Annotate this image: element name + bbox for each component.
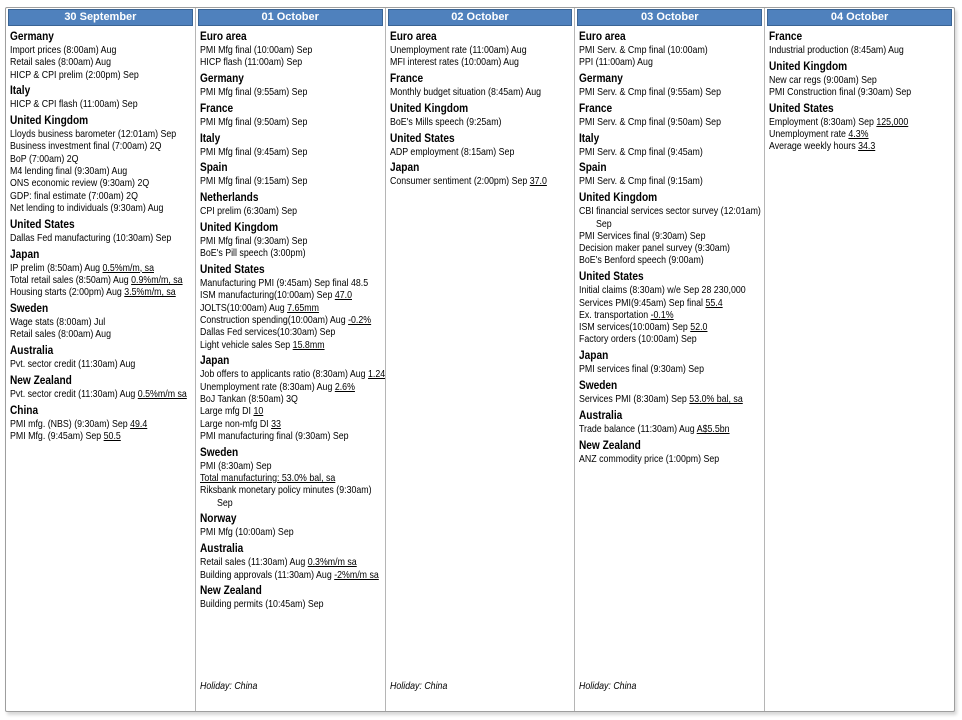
event-line — [10, 232, 194, 244]
event-line — [200, 569, 384, 581]
event-value: 34.3 — [858, 140, 876, 153]
event-value: 52.0 — [690, 321, 708, 334]
event-text: PMI services final (9:30am) Sep — [579, 363, 705, 376]
country-heading-label: Euro area — [389, 31, 437, 43]
event-line — [200, 598, 384, 610]
event-text: Employment (8:30am) Sep 125,000 — [769, 115, 909, 128]
holiday-note — [579, 680, 763, 701]
day-events — [386, 26, 575, 711]
event-text: Unemployment rate 4.3% — [769, 128, 869, 141]
event-text: IP prelim (8:50am) Aug 0.5%m/m, sa — [10, 261, 154, 274]
country-heading-germany — [200, 72, 384, 86]
event-line — [579, 453, 763, 465]
event-line — [579, 175, 763, 187]
event-line — [10, 69, 194, 81]
holiday-note-text: Holiday: China — [579, 680, 637, 692]
country-heading-label: United States — [389, 132, 455, 145]
country-heading-sweden — [200, 446, 384, 460]
event-text: CBI financial services sector survey (12:01am) — [579, 205, 762, 218]
event-text: ANZ commodity price (1:00pm) Sep — [579, 452, 720, 465]
event-value: Total manufacturing: 53.0% bal, sa — [199, 472, 336, 485]
country-heading-japan — [10, 248, 194, 262]
country-heading-label: France — [769, 31, 803, 43]
country-heading-label: United Kingdom — [769, 60, 848, 73]
event-text: Building approvals (11:30am) Aug -2%m/m sa — [199, 568, 379, 581]
event-value: -2%m/m sa — [333, 568, 379, 581]
country-heading-label: Japan — [579, 350, 609, 363]
event-line — [769, 74, 953, 86]
event-line — [200, 235, 384, 247]
event-line — [579, 86, 763, 98]
country-heading-label: United Kingdom — [389, 102, 468, 115]
country-heading-label: United States — [769, 102, 834, 115]
event-line — [390, 116, 574, 128]
event-text: PMI manufacturing final (9:30am) Sep — [199, 429, 349, 442]
day-header: 30 September — [8, 9, 193, 26]
holiday-note — [390, 680, 574, 701]
event-text: PMI Services final (9:30am) Sep — [579, 229, 706, 242]
event-text: BoE's Pill speech (3:00pm) — [199, 247, 306, 260]
event-line — [200, 86, 384, 98]
event-text: PMI Serv. & Cmp final (10:00am) — [579, 44, 709, 56]
day-column-02-october — [386, 8, 576, 711]
event-value: 49.4 — [130, 417, 148, 430]
event-line — [10, 140, 194, 152]
event-text: BoJ Tankan (8:50am) 3Q — [199, 393, 298, 406]
country-heading-japan — [579, 349, 763, 363]
event-text: PMI Serv. & Cmp final (9:50am) Sep — [579, 115, 722, 128]
event-value: 3.5%m/m, sa — [124, 286, 176, 299]
event-line — [579, 146, 763, 158]
event-text: Building permits (10:45am) Sep — [199, 598, 324, 611]
event-text: Retail sales (8:00am) Aug — [10, 56, 111, 69]
country-heading-label: Italy — [10, 85, 31, 98]
country-heading-label: Spain — [579, 162, 607, 175]
event-line — [579, 423, 763, 435]
country-heading-france — [390, 72, 574, 86]
event-value: 53.0% bal, sa — [689, 393, 744, 406]
country-heading-united-states — [579, 270, 763, 284]
country-heading-label: Germany — [199, 73, 244, 86]
event-text: Unemployment rate (8:30am) Aug 2.6% — [199, 380, 355, 393]
event-text: Services PMI(9:45am) Sep final 55.4 — [579, 296, 724, 309]
event-text: Large non-mfg DI 33 — [199, 417, 281, 430]
event-text: PMI Construction final (9:30am) Sep — [769, 86, 912, 99]
event-line — [200, 472, 384, 484]
event-value: 37.0 — [529, 175, 547, 188]
country-heading-united-kingdom — [390, 102, 574, 116]
event-text: Business investment final (7:00am) 2Q — [10, 140, 162, 153]
event-text: Retail sales (11:30am) Aug 0.3%m/m sa — [199, 556, 357, 569]
event-line — [200, 368, 384, 380]
event-text: GDP: final estimate (7:00am) 2Q — [10, 189, 138, 202]
event-line — [390, 56, 574, 68]
event-value: 125,000 — [876, 115, 909, 128]
country-heading-australia — [200, 542, 384, 556]
event-line — [200, 302, 384, 314]
event-text: HICP flash (11:00am) Sep — [199, 56, 302, 69]
event-line — [200, 289, 384, 301]
event-text: Decision maker panel survey (9:30am) — [579, 242, 731, 255]
holiday-note-text: Holiday: China — [389, 680, 447, 692]
event-value: 2.6% — [334, 380, 355, 393]
event-line — [200, 405, 384, 417]
event-text: Light vehicle sales Sep 15.8mm — [199, 338, 325, 351]
event-text: PMI (8:30am) Sep — [199, 459, 272, 472]
country-heading-label: Italy — [199, 132, 221, 145]
event-text: Construction spending(10:00am) Aug -0.2% — [199, 314, 371, 327]
event-line — [579, 205, 763, 217]
event-line — [10, 418, 194, 430]
event-line — [200, 44, 384, 56]
event-line — [769, 128, 953, 140]
event-line — [200, 497, 384, 509]
country-heading-label: France — [579, 102, 613, 115]
day-column-03-october — [575, 8, 765, 711]
country-heading-italy — [200, 132, 384, 146]
event-text: PMI Mfg (10:00am) Sep — [199, 526, 294, 539]
country-heading-new-zealand — [10, 374, 194, 388]
event-text: ISM manufacturing(10:00am) Sep 47.0 — [199, 289, 352, 302]
event-text: PMI Mfg. (9:45am) Sep 50.5 — [10, 429, 121, 442]
day-column-30-september — [6, 8, 196, 711]
country-heading-united-kingdom — [200, 221, 384, 235]
day-column-04-october — [765, 8, 954, 711]
event-value: 50.5 — [103, 429, 121, 442]
event-text: Ex. transportation -0.1% — [579, 308, 675, 321]
event-text: Dallas Fed services(10:30am) Sep — [199, 326, 336, 339]
event-line — [769, 140, 953, 152]
event-text: Unemployment rate (11:00am) Aug — [389, 44, 527, 56]
country-heading-united-states — [200, 263, 384, 277]
event-text: CPI prelim (6:30am) Sep — [199, 205, 297, 218]
event-line — [579, 393, 763, 405]
event-line — [10, 286, 194, 298]
event-line — [200, 381, 384, 393]
day-header: 01 October — [198, 9, 383, 26]
day-events — [575, 26, 764, 711]
day-header: 04 October — [767, 9, 952, 26]
event-value: 47.0 — [334, 289, 352, 302]
event-text: PMI Mfg final (10:00am) Sep — [199, 44, 313, 56]
country-heading-label: United Kingdom — [199, 222, 278, 235]
event-line — [10, 274, 194, 286]
country-heading-label: Japan — [199, 355, 230, 368]
country-heading-australia — [10, 344, 194, 358]
event-line — [200, 418, 384, 430]
country-heading-new-zealand — [579, 439, 763, 453]
event-text: JOLTS(10:00am) Aug 7.65mm — [199, 301, 319, 314]
country-heading-label: Euro area — [199, 31, 247, 43]
event-text: Sep — [596, 217, 613, 230]
event-line — [10, 316, 194, 328]
country-heading-label: Germany — [10, 31, 54, 43]
country-heading-label: Spain — [199, 162, 228, 175]
country-heading-japan — [390, 161, 574, 175]
event-text: Monthly budget situation (8:45am) Aug — [389, 86, 541, 99]
event-line — [10, 328, 194, 340]
country-heading-label: Germany — [579, 73, 624, 86]
country-heading-norway — [200, 512, 384, 526]
event-value: 0.5%m/m, sa — [102, 261, 154, 274]
event-line — [579, 363, 763, 375]
day-header: 03 October — [577, 9, 762, 26]
holiday-note — [200, 680, 384, 701]
event-line — [769, 44, 953, 56]
country-heading-netherlands — [200, 191, 384, 205]
event-line — [200, 277, 384, 289]
event-line — [579, 218, 763, 230]
country-heading-label: France — [389, 73, 423, 86]
country-heading-label: New Zealand — [199, 585, 262, 598]
event-text: Consumer sentiment (2:00pm) Sep 37.0 — [389, 175, 547, 188]
country-heading-united-states — [769, 102, 953, 116]
event-text: Manufacturing PMI (9:45am) Sep final 48.5 — [199, 277, 368, 290]
country-heading-australia — [579, 409, 763, 423]
event-line — [10, 430, 194, 442]
event-text: Large mfg DI 10 — [199, 405, 264, 418]
country-heading-sweden — [579, 379, 763, 393]
event-line — [579, 297, 763, 309]
country-heading-france — [769, 30, 953, 44]
event-text: Sep — [216, 496, 233, 509]
event-line — [10, 128, 194, 140]
day-events — [765, 26, 954, 711]
event-line — [579, 242, 763, 254]
country-heading-spain — [579, 161, 763, 175]
event-text: Average weekly hours 34.3 — [769, 140, 876, 153]
event-line — [10, 165, 194, 177]
event-line — [10, 177, 194, 189]
country-heading-label: Norway — [199, 513, 237, 526]
event-text: New car regs (9:00am) Sep — [769, 73, 878, 86]
day-header: 02 October — [388, 9, 573, 26]
event-text: PMI Serv. & Cmp final (9:45am) — [579, 145, 704, 158]
country-heading-label: Japan — [10, 248, 40, 261]
event-line — [579, 254, 763, 266]
event-line — [200, 326, 384, 338]
event-line — [200, 393, 384, 405]
event-text: Wage stats (8:00am) Jul — [10, 315, 106, 328]
country-heading-united-kingdom — [579, 191, 763, 205]
event-line — [200, 314, 384, 326]
day-column-01-october — [196, 8, 386, 711]
event-line — [10, 388, 194, 400]
country-heading-united-states — [390, 132, 574, 146]
event-text: Dallas Fed manufacturing (10:30am) Sep — [10, 231, 172, 244]
event-text: Retail sales (8:00am) Aug — [10, 328, 111, 341]
event-line — [200, 116, 384, 128]
event-value: 0.3%m/m sa — [307, 556, 357, 569]
event-value: 55.4 — [705, 296, 724, 309]
country-heading-label: United Kingdom — [579, 192, 658, 205]
event-text: Total retail sales (8:50am) Aug 0.9%m/m, sa — [10, 273, 183, 286]
event-line — [579, 44, 763, 56]
event-value: A$5.5bn — [697, 422, 730, 435]
country-heading-label: France — [199, 102, 233, 115]
event-text: Lloyds business barometer (12:01am) Sep — [10, 128, 177, 141]
event-line — [200, 556, 384, 568]
event-text: Import prices (8:00am) Aug — [10, 44, 117, 56]
event-line — [10, 190, 194, 202]
event-line — [579, 56, 763, 68]
event-text: PMI Mfg final (9:50am) Sep — [199, 115, 308, 128]
country-heading-label: New Zealand — [10, 374, 72, 387]
event-text: HICP & CPI flash (11:00am) Sep — [10, 98, 138, 111]
country-heading-label: Sweden — [10, 302, 49, 315]
event-text: ADP employment (8:15am) Sep — [389, 145, 514, 158]
event-text: M4 lending final (9:30am) Aug — [10, 165, 128, 178]
event-line — [200, 56, 384, 68]
country-heading-united-kingdom — [10, 114, 194, 128]
country-heading-italy — [10, 84, 194, 98]
holiday-note-text: Holiday: China — [199, 680, 258, 692]
event-line — [10, 358, 194, 370]
event-text: BoE's Mills speech (9:25am) — [389, 115, 502, 128]
country-heading-new-zealand — [200, 584, 384, 598]
event-value: -0.1% — [650, 308, 675, 321]
event-value: 0.9%m/m, sa — [131, 273, 183, 286]
country-heading-label: Italy — [579, 132, 600, 145]
event-line — [390, 44, 574, 56]
event-value: 7.65mm — [286, 301, 319, 314]
country-heading-united-states — [10, 218, 194, 232]
country-heading-label: United States — [199, 264, 265, 277]
event-text: Riksbank monetary policy minutes (9:30am) — [199, 484, 372, 497]
country-heading-label: United Kingdom — [10, 115, 89, 128]
event-line — [200, 484, 384, 496]
country-heading-label: Sweden — [199, 446, 239, 459]
event-value: 15.8mm — [292, 338, 325, 351]
country-heading-japan — [200, 354, 384, 368]
event-text: BoP (7:00am) 2Q — [10, 152, 79, 165]
country-heading-italy — [579, 132, 763, 146]
event-text — [200, 472, 335, 484]
event-line — [579, 230, 763, 242]
country-heading-euro-area — [579, 30, 763, 44]
event-line — [579, 116, 763, 128]
event-line — [10, 56, 194, 68]
event-line — [200, 430, 384, 442]
country-heading-euro-area — [200, 30, 384, 44]
event-line — [10, 153, 194, 165]
event-text: MFI interest rates (10:00am) Aug — [389, 56, 519, 69]
event-text: Industrial production (8:45am) Aug — [769, 44, 905, 56]
country-heading-spain — [200, 161, 384, 175]
country-heading-label: China — [10, 404, 39, 417]
event-value: 4.3% — [848, 128, 869, 141]
event-text: PMI Mfg final (9:30am) Sep — [199, 235, 308, 248]
event-text: PMI Mfg final (9:15am) Sep — [199, 175, 308, 188]
event-line — [200, 146, 384, 158]
country-heading-label: Australia — [579, 409, 623, 422]
event-line — [390, 146, 574, 158]
country-heading-germany — [10, 30, 194, 44]
day-events — [6, 26, 195, 711]
country-heading-france — [579, 102, 763, 116]
economic-calendar-table — [5, 7, 955, 712]
event-line — [769, 86, 953, 98]
event-line — [579, 309, 763, 321]
event-text: PPI (11:00am) Aug — [579, 56, 654, 69]
event-line — [390, 175, 574, 187]
event-text: ISM services(10:00am) Sep 52.0 — [579, 321, 708, 334]
country-heading-label: Euro area — [579, 31, 627, 43]
event-line — [200, 205, 384, 217]
event-text: PMI Mfg final (9:55am) Sep — [199, 86, 308, 99]
event-line — [10, 98, 194, 110]
country-heading-label: Australia — [10, 345, 54, 358]
event-text: Trade balance (11:30am) Aug A$5.5bn — [579, 422, 730, 435]
event-line — [579, 333, 763, 345]
event-text: PMI Mfg final (9:45am) Sep — [199, 145, 308, 158]
country-heading-label: Netherlands — [199, 192, 259, 205]
event-text: PMI mfg. (NBS) (9:30am) Sep 49.4 — [10, 417, 148, 430]
event-line — [579, 321, 763, 333]
event-text: Factory orders (10:00am) Sep — [579, 333, 698, 346]
event-line — [200, 175, 384, 187]
country-heading-label: United States — [579, 271, 645, 284]
event-text: PMI Serv. & Cmp final (9:15am) — [579, 175, 704, 188]
event-text: ONS economic review (9:30am) 2Q — [10, 177, 150, 190]
event-text: Pvt. sector credit (11:30am) Aug — [10, 358, 136, 371]
event-value: 0.5%m/m sa — [137, 387, 187, 400]
country-heading-germany — [579, 72, 763, 86]
event-line — [579, 284, 763, 296]
event-text: Net lending to individuals (9:30am) Aug — [10, 201, 164, 214]
country-heading-sweden — [10, 302, 194, 316]
event-value: 33 — [270, 417, 281, 430]
country-heading-china — [10, 404, 194, 418]
event-text: PMI Serv. & Cmp final (9:55am) Sep — [579, 86, 722, 99]
country-heading-label: Sweden — [579, 380, 618, 393]
country-heading-label: Japan — [389, 162, 419, 175]
event-text: Pvt. sector credit (11:30am) Aug 0.5%m/m sa — [10, 387, 187, 400]
country-heading-label: Australia — [199, 543, 244, 556]
event-line — [10, 202, 194, 214]
country-heading-united-kingdom — [769, 60, 953, 74]
event-line — [10, 44, 194, 56]
event-text: Initial claims (8:30am) w/e Sep 28 230,000 — [579, 284, 747, 297]
event-value: -0.2% — [347, 314, 371, 327]
event-line — [200, 247, 384, 259]
day-events — [196, 26, 385, 711]
event-line — [200, 460, 384, 472]
event-value: 10 — [253, 405, 264, 418]
event-text: Job offers to applicants ratio (8:30am) Aug 1.24 — [199, 368, 385, 381]
event-text: Housing starts (2:00pm) Aug 3.5%m/m, sa — [10, 286, 176, 299]
event-line — [200, 526, 384, 538]
country-heading-label: United States — [10, 218, 75, 231]
country-heading-euro-area — [390, 30, 574, 44]
event-text: Services PMI (8:30am) Sep 53.0% bal, sa — [579, 393, 744, 406]
event-line — [769, 116, 953, 128]
event-text: BoE's Benford speech (9:00am) — [579, 254, 705, 267]
event-line — [10, 262, 194, 274]
event-line — [390, 86, 574, 98]
country-heading-france — [200, 102, 384, 116]
event-text: HICP & CPI prelim (2:00pm) Sep — [10, 68, 139, 81]
country-heading-label: New Zealand — [579, 439, 642, 452]
event-value: 1.24 — [367, 368, 385, 381]
event-line — [200, 339, 384, 351]
